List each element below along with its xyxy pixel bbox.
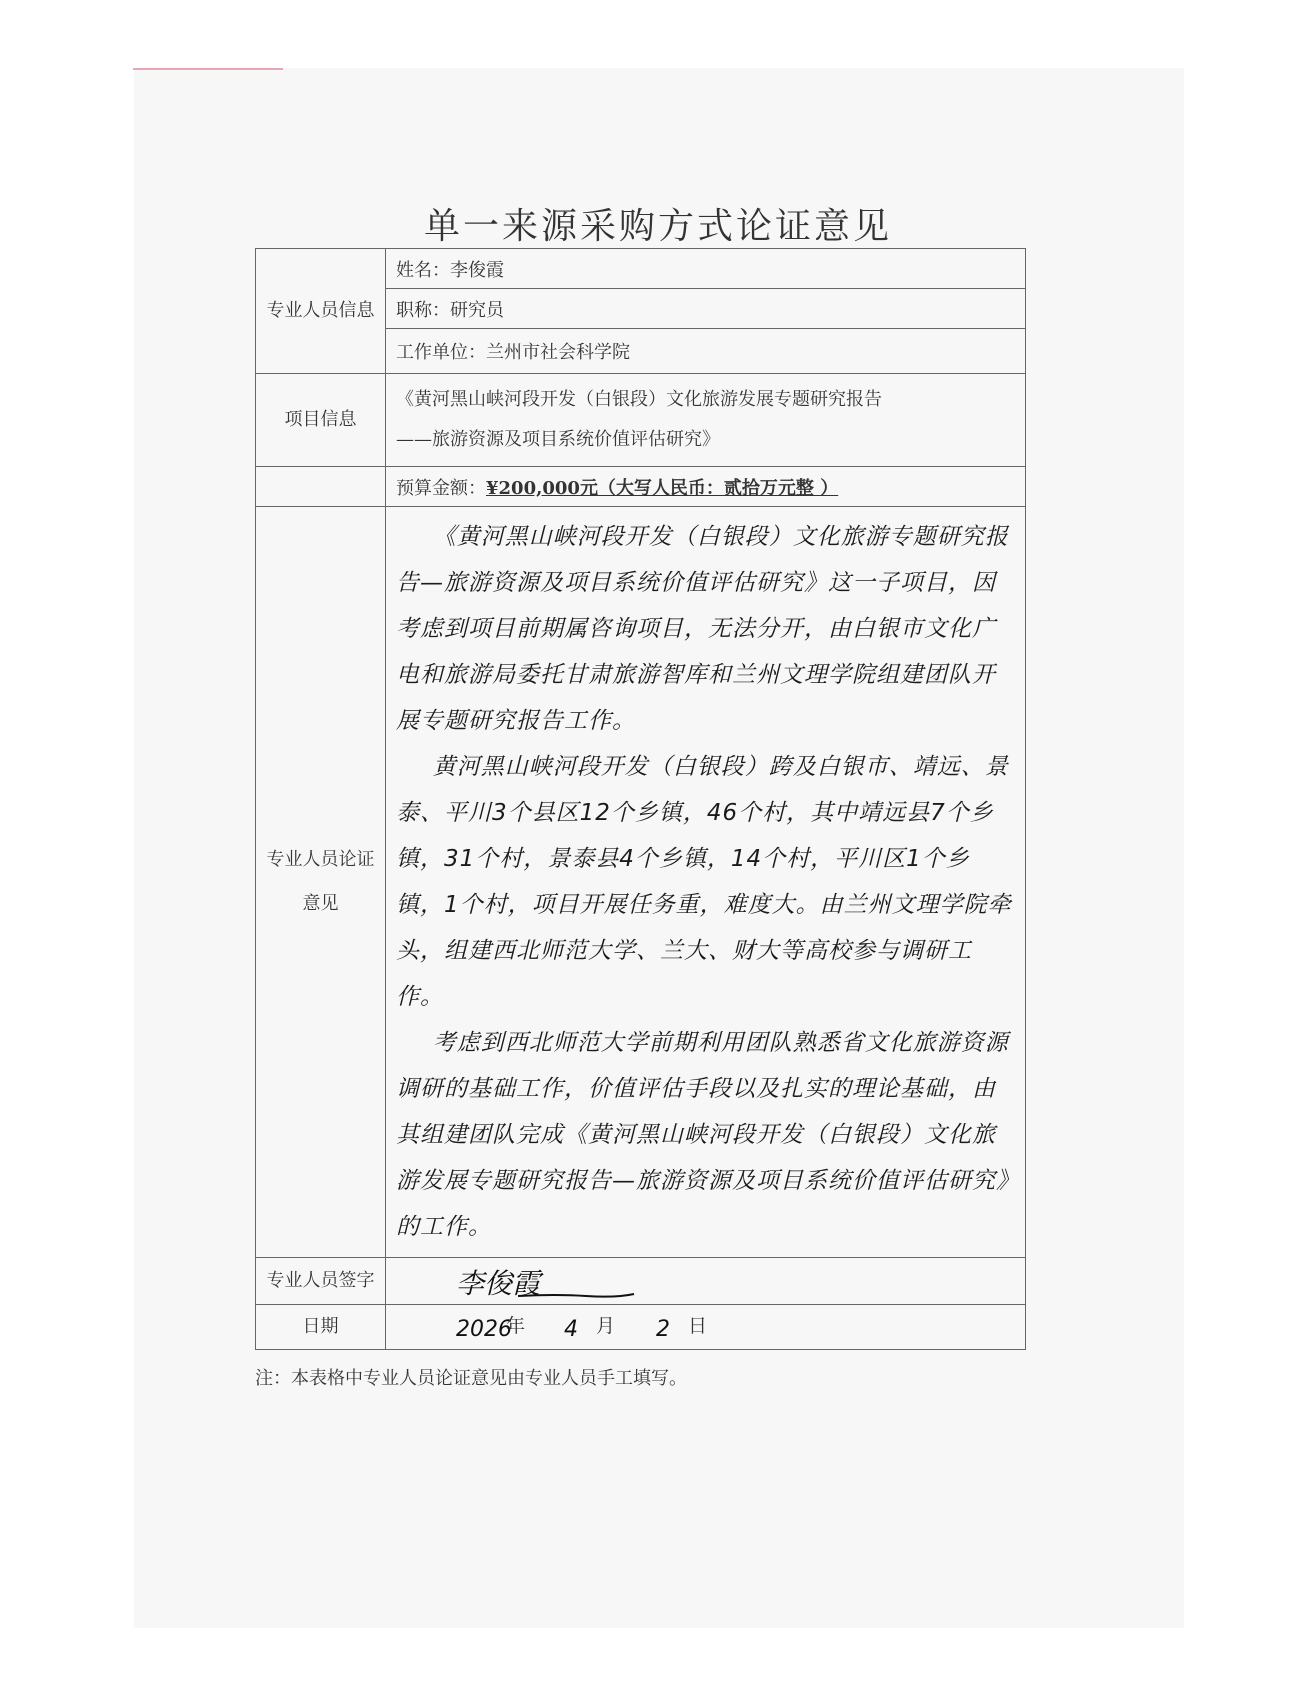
opinion-paragraph-2: 黄河黑山峡河段开发（白银段）跨及白银市、靖远、景泰、平川3个县区12个乡镇，46个村，其中靖远县7个乡镇，31个村，景泰县4个乡镇，14个村，平川区1个乡镇，1个村，项目开展任务重，难度大。由兰州文理学院牵头，组建西北师范大学、兰大、财大等高校参与调研工作。 [396, 754, 1012, 1010]
project-info-label: 项目信息 [256, 374, 386, 467]
budget-label: 预算金额： [396, 477, 486, 499]
opinion-label [256, 507, 386, 1258]
date-month-unit: 月 [596, 1315, 616, 1337]
date-day-unit: 日 [688, 1315, 708, 1337]
signature-cell [386, 1258, 1026, 1305]
opinion-label-line2: 意见 [302, 893, 339, 914]
handwritten-opinion [386, 507, 1026, 1258]
opinion-label-line1: 专业人员论证 [266, 849, 375, 870]
handwritten-signature: 李俊霞 [456, 1267, 541, 1300]
red-edge-mark [133, 68, 283, 70]
budget-row [386, 467, 1026, 507]
date-year: 2026 [456, 1317, 512, 1342]
footnote: 注：本表格中专业人员论证意见由专业人员手工填写。 [255, 1368, 687, 1389]
project-name-line2: ——旅游资源及项目系统价值评估研究》 [396, 429, 720, 450]
expert-name: 姓名：李俊霞 [386, 249, 1026, 289]
opinion-paragraph-1: 《黄河黑山峡河段开发（白银段）文化旅游专题研究报告—旅游资源及项目系统价值评估研究》这一子项目，因考虑到项目前期属咨询项目，无法分开，由白银市文化广电和旅游局委托甘肃旅游智库和兰州文理学院组建团队开展专题研究报告工作。 [396, 524, 1009, 734]
demonstration-form [255, 248, 1026, 1350]
project-name-line1: 《黄河黑山峡河段开发（白银段）文化旅游发展专题研究报告 [396, 389, 882, 410]
expert-position: 职称：研究员 [386, 289, 1026, 329]
signature-label: 专业人员签字 [256, 1258, 386, 1305]
page-title: 单一来源采购方式论证意见 [423, 206, 892, 247]
date-day: 2 [656, 1317, 670, 1342]
expert-employer: 工作单位：兰州市社会科学院 [386, 329, 1026, 374]
signature-stroke-icon [516, 1266, 636, 1306]
budget-amount: ¥200,000元（大写人民币：贰拾万元整 ） [486, 477, 839, 499]
date-cell [386, 1305, 1026, 1350]
expert-info-label: 专业人员信息 [256, 249, 386, 374]
date-label: 日期 [256, 1305, 386, 1350]
opinion-paragraph-3: 考虑到西北师范大学前期利用团队熟悉省文化旅游资源调研的基础工作，价值评估手段以及扎实的理论基础，由其组建团队完成《黄河黑山峡河段开发（白银段）文化旅游发展专题研究报告—旅游资源及项目系统价值评估研究》的工作。 [396, 1030, 1009, 1240]
date-year-unit: 年 [506, 1315, 526, 1337]
date-month: 4 [564, 1317, 578, 1342]
project-name [386, 374, 1026, 467]
